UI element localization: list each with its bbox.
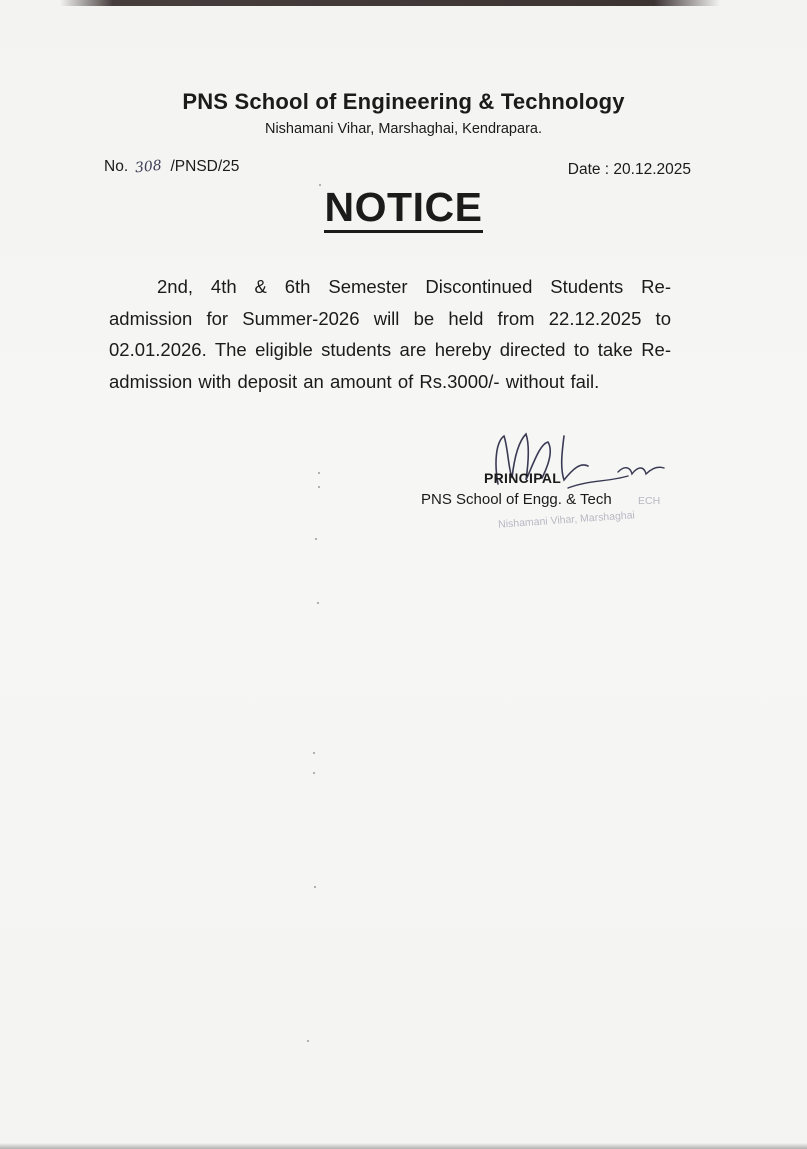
notice-date: Date : 20.12.2025 <box>567 161 691 178</box>
paper-speck <box>307 1040 309 1042</box>
reference-number <box>104 158 239 176</box>
paper-speck <box>315 538 317 540</box>
notice-heading <box>0 184 807 233</box>
reference-prefix: No. <box>104 158 129 175</box>
paper-speck <box>318 472 320 474</box>
notice-body: 2nd, 4th & 6th Semester Discontinued Students Re-admission for Summer-2026 will be held from 22.12.2025 to 02.01.2026. The eligible students are hereby directed to take Re-admission with deposit an amount of Rs.3000/- without fail. <box>109 276 671 392</box>
institution-name: PNS School of Engineering & Technology <box>182 89 625 114</box>
signatory-title: PRINCIPAL <box>484 470 562 486</box>
institution-address: Nishamani Vihar, Marshaghai, Kendrapara. <box>264 121 542 137</box>
signatory-institution: PNS School of Engg. & Tech <box>421 491 612 508</box>
paper-speck <box>313 752 315 754</box>
stamp-text-suffix: ECH <box>638 495 661 507</box>
principal-signature <box>468 422 678 502</box>
paper-speck <box>314 886 316 888</box>
paper-top-edge-shadow <box>60 0 720 6</box>
stamp-text: Nishamani Vihar, Marshaghai <box>497 509 636 531</box>
reference-handwritten-number: 308 <box>134 157 163 177</box>
notice-heading-text: NOTICE <box>324 184 484 233</box>
paper-bottom-edge <box>0 1143 807 1149</box>
paper-speck <box>318 486 320 488</box>
paper-speck <box>317 602 319 604</box>
reference-suffix: /PNSD/25 <box>170 158 240 175</box>
paper-speck <box>313 772 315 774</box>
paper-speck <box>319 184 321 186</box>
